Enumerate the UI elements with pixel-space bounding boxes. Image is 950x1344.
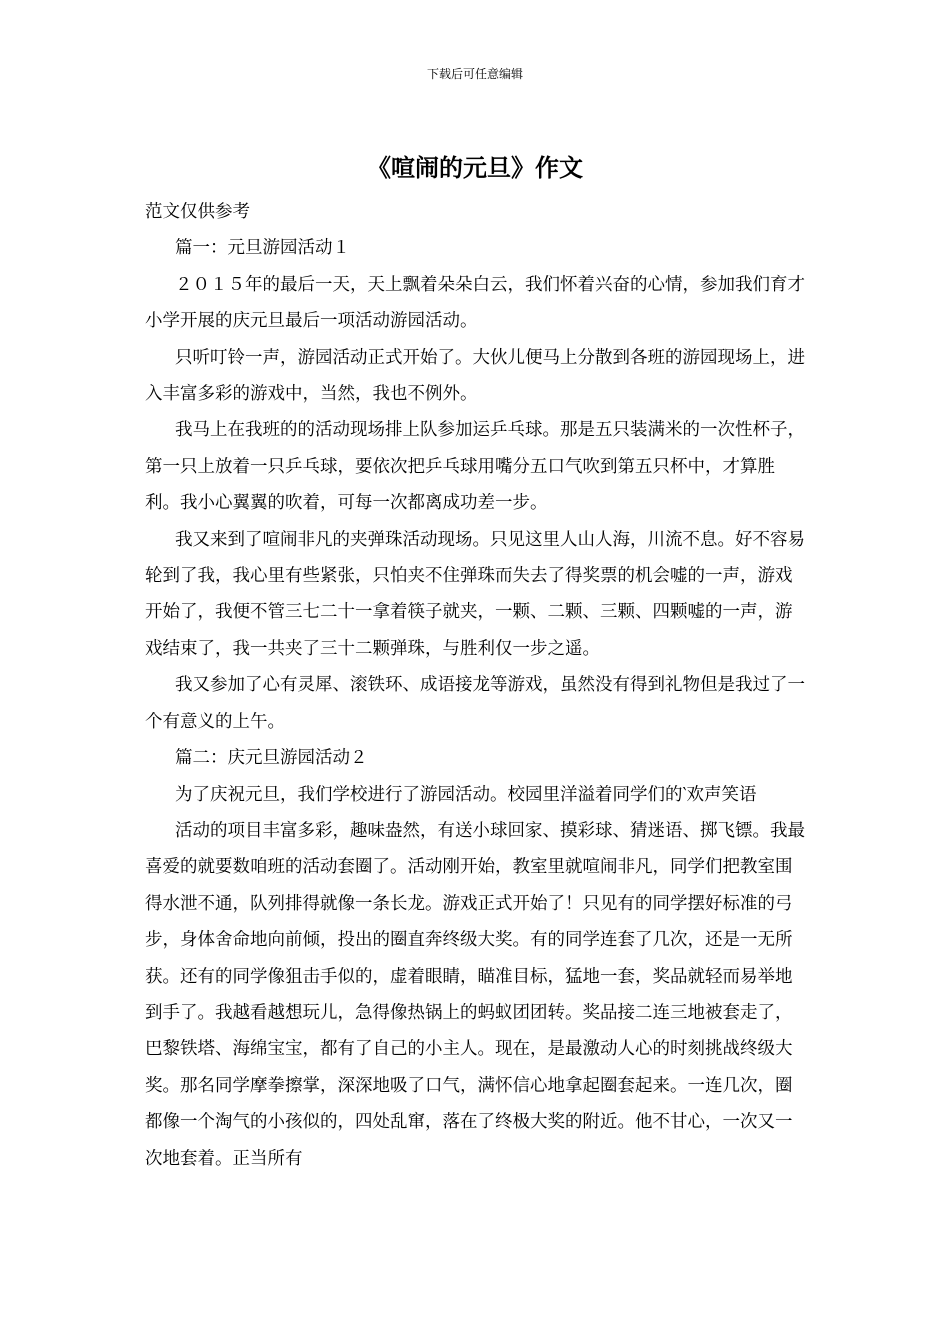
paragraph: ２０１５年的最后一天，天上飘着朵朵白云，我们怀着兴奋的心情，参加我们育才小学开展的庆元旦最后一项活动游园活动。 xyxy=(145,274,805,332)
paragraph: 为了庆祝元旦，我们学校进行了游园活动。校园里洋溢着同学们的‵欢声笑语 xyxy=(175,784,757,805)
section-heading-2: 篇二：庆元旦游园活动２ xyxy=(175,748,368,769)
paragraph: 我马上在我班的的活动现场排上队参加运乒乓球。那是五只装满米的一次性杯子，第一只上放着一只乒乓球，要依次把乒乓球用嘴分五口气吹到第五只杯中，才算胜利。我小心翼翼的吹着，可每一次都离成功差一步。 xyxy=(145,420,805,514)
paragraph: 我又来到了喧闹非凡的夹弹珠活动现场。只见这里人山人海，川流不息。好不容易轮到了我，我心里有些紧张，只怕夹不住弹珠而失去了得奖票的机会嘘的一声，游戏开始了，我便不管三七二十一拿着筷子就夹，一颗、二颗、三颗、四颗嘘的一声，游戏结束了，我一共夹了三十二颗弹珠，与胜利仅一步之遥。 xyxy=(145,529,805,659)
paragraph: 我又参加了心有灵犀、滚铁环、成语接龙等游戏，虽然没有得到礼物但是我过了一个有意义的上午。 xyxy=(145,675,805,732)
paragraph: 只听叮铃一声，游园活动正式开始了。大伙儿便马上分散到各班的游园现场上，进入丰富多彩的游戏中，当然，我也不例外。 xyxy=(145,347,805,405)
paragraph: 活动的项目丰富多彩，趣味盎然，有送小球回家、摸彩球、猜迷语、掷飞镖。我最喜爱的就要数咱班的活动套圈了。活动刚开始，教室里就喧闹非凡，同学们把教室围得水泄不通，队列排得就像一条长龙。游戏正式开始了！只见有的同学摆好标准的弓步，身体舍命地向前倾，投出的圈直奔终级大奖。有的同学连套了几次，还是一无所获。还有的同学像狙击手似的，虚着眼睛，瞄准目标，猛地一套，奖品就轻而易举地到手了。我越看越想玩儿，急得像热锅上的蚂蚁团团转。奖品接二连三地被套走了，巴黎铁塔、海绵宝宝，都有了自己的小主人。现在，是最激动人心的时刻挑战终级大奖。那名同学摩拳擦掌，深深地吸了口气，满怀信心地拿起圈套起来。一连几次，圈都像一个淘气的小孩似的，四处乱窜，落在了终极大奖的附近。他不甘心，一次又一次地套着。正当所有 xyxy=(145,820,805,1169)
document-title: 《喧闹的元旦》作文 xyxy=(367,153,583,182)
page-header-note: 下载后可任意编辑 xyxy=(426,67,523,81)
document-body xyxy=(145,194,807,1177)
section-heading-1: 篇一：元旦游园活动１ xyxy=(175,238,350,259)
document-subtitle: 范文仅供参考 xyxy=(145,202,250,222)
